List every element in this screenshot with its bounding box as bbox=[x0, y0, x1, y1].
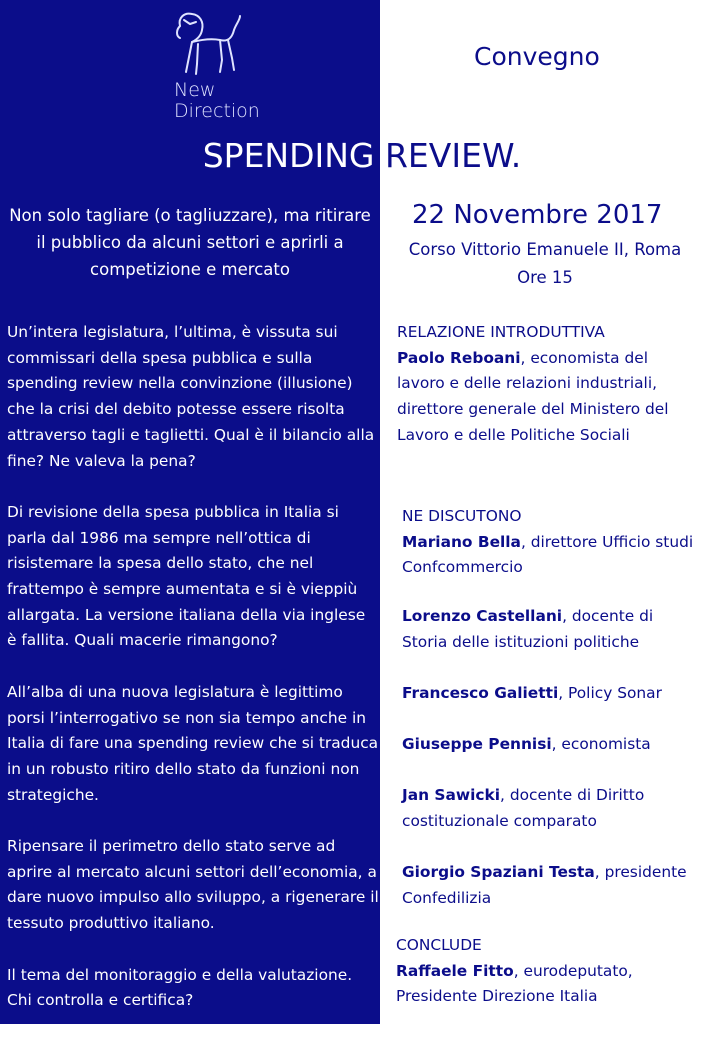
discussant-item bbox=[402, 860, 702, 911]
event-date: 22 Novembre 2017 bbox=[412, 200, 663, 230]
event-location bbox=[390, 236, 700, 292]
conclusion-section bbox=[396, 933, 716, 1010]
discussants-heading-block bbox=[402, 504, 702, 581]
title-part-1: SPENDING bbox=[202, 136, 385, 175]
discussants-heading: NE DISCUTONO bbox=[402, 507, 522, 525]
title-part-2: REVIEW. bbox=[385, 136, 522, 175]
body-paragraph: Un’intera legislatura, l’ultima, è vissuta sui commissari della spesa pubblica e sulla spending review nella convinzione (illusione) che la crisi del debito potesse essere risolta attraverso tagli e taglietti. Qual è il bilancio alla fine? Ne valeva la pena? bbox=[7, 323, 375, 470]
body-paragraph: Di revisione della spesa pubblica in Italia si parla dal 1986 ma sempre nell’ottica di risistemare la spesa dello stato, che nel frattempo è sempre aumentata e si è vieppiù allargata. La versione italiana della via inglese è fallita. Quali macerie rimangono? bbox=[7, 502, 366, 650]
discussant-item bbox=[402, 732, 702, 758]
body-paragraph: Il tema del monitoraggio e della valutazione. Chi controlla e certifica? bbox=[7, 965, 353, 1010]
event-venue: Corso Vittorio Emanuele II, Roma bbox=[408, 240, 682, 259]
speaker-role: , presidente Confedilizia bbox=[402, 863, 687, 907]
body-text bbox=[7, 320, 379, 1040]
speaker-name: Paolo Reboani bbox=[397, 348, 521, 367]
speaker-name: Giuseppe Pennisi bbox=[402, 735, 552, 753]
intro-heading: RELAZIONE INTRODUTTIVA bbox=[397, 323, 605, 341]
speaker-name: Francesco Galietti bbox=[402, 684, 559, 702]
speaker-name: Raffaele Fitto bbox=[396, 961, 514, 980]
subtitle: Non solo tagliare (o tagliuzzare), ma ritirare il pubblico da alcuni settori e aprirli a competizione e mercato bbox=[9, 206, 371, 279]
body-paragraph: All’alba di una nuova legislatura è legittimo porsi l’interrogativo se non sia tempo anche in Italia di fare una spending review che si traduca in un robusto ritiro dello stato da funzioni non strategiche. bbox=[7, 682, 379, 804]
logo-line-2: Direction bbox=[174, 100, 260, 122]
speaker-name: Jan Sawicki bbox=[402, 786, 501, 804]
page-title bbox=[0, 136, 724, 175]
speaker-role: , eurodeputato, Presidente Direzione Italia bbox=[396, 961, 633, 1006]
speaker-name: Giorgio Spaziani Testa bbox=[402, 863, 595, 881]
lion-icon bbox=[170, 10, 242, 78]
speaker-name: Lorenzo Castellani bbox=[402, 607, 563, 625]
logo-line-1: New bbox=[174, 79, 216, 101]
speaker-role: , docente di Diritto costituzionale comparato bbox=[402, 786, 645, 830]
speaker-role: , docente di Storia delle istituzioni politiche bbox=[402, 607, 654, 651]
body-paragraph: Ripensare il perimetro dello stato serve ad aprire al mercato alcuni settori dell’economia, a dare nuovo impulso allo sviluppo, a rigenerare il tessuto produttivo italiano. bbox=[7, 837, 379, 933]
discussant-item bbox=[402, 783, 702, 834]
discussant-item bbox=[402, 681, 702, 707]
event-type: Convegno bbox=[474, 42, 600, 71]
speaker-name: Mariano Bella bbox=[402, 532, 521, 551]
speaker-role: , economista bbox=[551, 735, 651, 753]
event-time: Ore 15 bbox=[517, 268, 573, 287]
discussant-item bbox=[402, 604, 702, 655]
new-direction-logo bbox=[168, 10, 278, 122]
intro-section bbox=[397, 320, 697, 449]
speaker-role: , direttore Ufficio studi Confcommercio bbox=[402, 532, 694, 577]
speaker-role: , economista del lavoro e delle relazioni industriali, direttore generale del Ministero del Lavoro e delle Politiche Sociali bbox=[397, 348, 669, 444]
conclusion-heading: CONCLUDE bbox=[396, 936, 482, 954]
speaker-role: , Policy Sonar bbox=[558, 684, 662, 702]
